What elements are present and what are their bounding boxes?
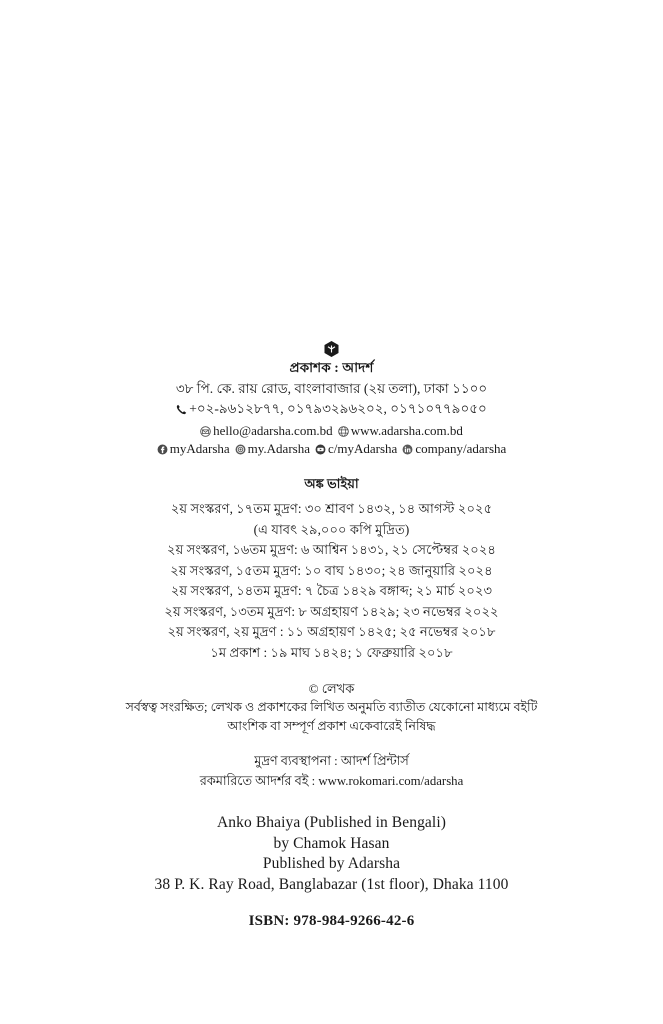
edition-line: ২য় সংস্করণ, ১৩তম মুদ্রণ: ৮ অগ্রহায়ণ ১৪২৯; ২৩ নভেম্বর ২০২২ [164,603,499,619]
edition-history-list [0,499,663,663]
rights-reserved-line-1: সর্বস্বত্ব সংরক্ষিত; লেখক ও প্রকাশকের লিখিত অনুমতি ব্যাতীত যেকোনো মাধ্যমে বইটি [125,700,538,714]
phone-icon [176,404,187,415]
edition-line: ২য় সংস্করণ, ১৫তম মুদ্রণ: ১০ বাঘ ১৪৩০; ২৪ জানুয়ারি ২০২৪ [170,562,493,578]
facebook-icon [157,444,168,455]
copyright-holder: লেখক [321,681,355,696]
english-author: by Chamok Hasan [273,834,390,852]
publisher-web-line [0,422,663,440]
rights-reserved-line-2: আংশিক বা সম্পূর্ণ প্রকাশ একেবারেই নিষিদ্ধ [227,719,436,733]
printing-management: মুদ্রণ ব্যবস্থাপনা : আদর্শ প্রিন্টার্স [254,754,409,768]
linkedin-icon [402,444,413,455]
youtube-icon [315,444,326,455]
social-handle-youtube[interactable]: c/myAdarsha [328,441,398,456]
edition-line: ২য় সংস্করণ, ২য় মুদ্রণ : ১১ অগ্রহায়ণ ১৪২৫; ২৫ নভেম্বর ২০১৮ [167,624,496,639]
english-title: Anko Bhaiya (Published in Bengali) [217,814,446,831]
adarsha-cube-logo-icon [324,341,339,357]
book-title-bengali: অঙ্ক ভাইয়া [304,476,359,491]
edition-line: ২য় সংস্করণ, ১৪তম মুদ্রণ: ৭ চৈত্র ১৪২৯ বঙ্গাব্দ; ২১ মার্চ ২০২৩ [170,583,493,598]
social-handle-facebook[interactable]: myAdarsha [169,441,230,456]
online-store-url[interactable]: www.rokomari.com/adarsha [318,773,464,788]
edition-copies-printed: (এ যাবৎ ২৯,০০০ কপি মুদ্রিত) [253,521,410,537]
copyright-symbol: © [308,681,319,696]
publisher-email[interactable]: hello@adarsha.com.bd [213,423,333,438]
social-handle-linkedin[interactable]: company/adarsha [415,441,507,456]
envelope-icon [200,426,211,437]
edition-line: ১ম প্রকাশ : ১৯ মাঘ ১৪২৪; ১ ফেব্রুয়ারি ২০১৮ [210,644,453,660]
edition-line: ২য় সংস্করণ, ১৬তম মুদ্রণ: ৬ আশ্বিন ১৪৩১, ২১ সেপ্টেম্বর ২০২৪ [167,542,496,557]
printing-block [0,752,663,791]
instagram-icon [235,444,246,455]
imprint-content [0,340,663,930]
english-address: 38 P. K. Ray Road, Banglabazar (1st floor), Dhaka 1100 [154,875,509,893]
publisher-name: প্রকাশক : আদর্শ [289,360,374,375]
publisher-phones: +০২-৯৬১২৮৭৭, ০১৭৯৩২৯৬২০২, ০১৭১০৭৭৯০৫০ [189,401,487,416]
copyright-holder-line [0,679,663,698]
online-store-line [0,772,663,792]
publisher-social-line [0,440,663,458]
edition-line: ২য় সংস্করণ, ১৭তম মুদ্রণ: ৩০ শ্রাবণ ১৪৩২, ১৪ আগস্ট ২০২৫ [170,501,493,516]
english-publisher: Published by Adarsha [262,855,401,872]
copyright-block [0,679,663,736]
publisher-phones-line [0,399,663,418]
publisher-address: ৩৮ পি. কে. রায় রোড, বাংলাবাজার (২য় তলা), ঢাকা ১১০০ [175,381,488,396]
isbn: ISBN: 978-984-9266-42-6 [248,913,415,929]
social-handle-instagram[interactable]: my.Adarsha [247,441,310,456]
globe-icon [338,426,349,437]
publisher-website[interactable]: www.adarsha.com.bd [350,423,463,438]
english-imprint-block [0,813,663,930]
online-store-label: রকমারিতে আদর্শর বই : [199,773,319,788]
publisher-logo [0,340,663,358]
